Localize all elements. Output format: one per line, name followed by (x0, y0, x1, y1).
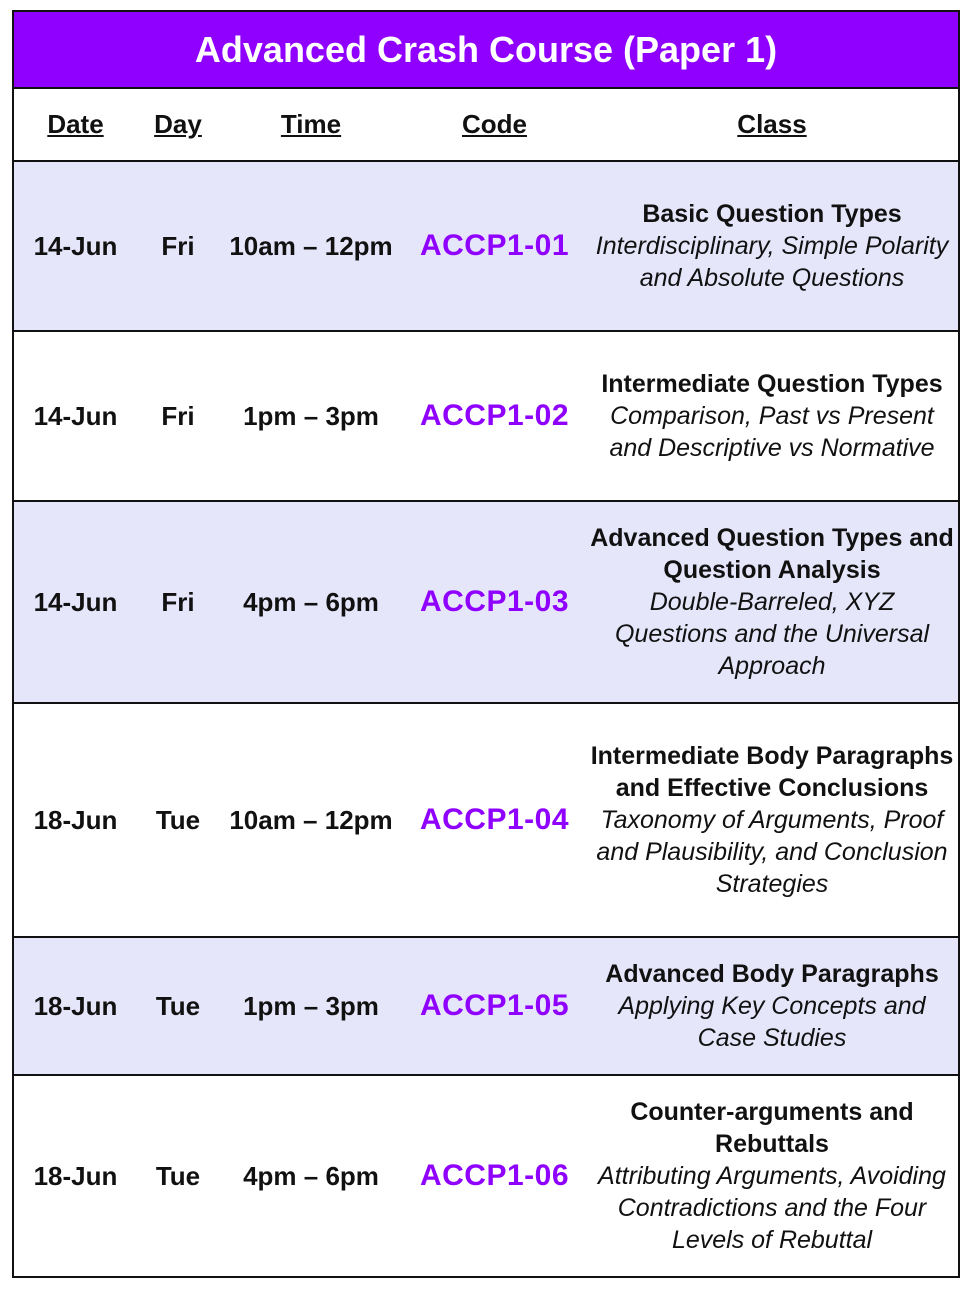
time-cell: 4pm – 6pm (243, 586, 379, 617)
code-cell: ACCP1-03 (419, 585, 570, 618)
table-row (14, 162, 958, 332)
date-cell: 14-Jun (33, 400, 118, 431)
time-cell: 1pm – 3pm (243, 990, 379, 1021)
class-title: Intermediate Body Paragraphs and Effective Conclusions (590, 742, 954, 802)
date-cell: 14-Jun (33, 586, 118, 617)
class-title: Advanced Question Types and Question Analysis (590, 524, 954, 584)
class-title: Advanced Body Paragraphs (605, 960, 939, 988)
day-cell: Fri (161, 400, 195, 431)
day-cell: Tue (155, 804, 201, 835)
table-title: Advanced Crash Course (Paper 1) (14, 12, 958, 89)
code-cell: ACCP1-01 (419, 229, 570, 262)
table-row (14, 502, 958, 704)
class-description: Interdisciplinary, Simple Polarity and Absolute Questions (595, 232, 949, 292)
table-row (14, 332, 958, 502)
day-cell: Tue (155, 990, 201, 1021)
time-cell: 1pm – 3pm (243, 400, 379, 431)
header-time: Time (280, 109, 342, 139)
class-cell (586, 938, 958, 1074)
code-cell: ACCP1-02 (419, 399, 570, 432)
schedule-table (12, 10, 960, 1278)
table-row (14, 704, 958, 938)
day-cell: Fri (161, 586, 195, 617)
class-description: Taxonomy of Arguments, Proof and Plausibility, and Conclusion Strategies (596, 806, 948, 898)
class-cell (586, 502, 958, 702)
class-title: Counter-arguments and Rebuttals (630, 1098, 914, 1158)
class-description: Attributing Arguments, Avoiding Contradictions and the Four Levels of Rebuttal (598, 1162, 946, 1254)
time-cell: 10am – 12pm (229, 804, 393, 835)
header-row (14, 89, 958, 162)
class-description: Double-Barreled, XYZ Questions and the Universal Approach (614, 588, 930, 680)
header-code: Code (462, 109, 527, 139)
date-cell: 14-Jun (33, 230, 118, 261)
table-row (14, 1076, 958, 1276)
time-cell: 4pm – 6pm (243, 1160, 379, 1191)
class-description: Applying Key Concepts and Case Studies (618, 992, 926, 1052)
day-cell: Tue (155, 1160, 201, 1191)
header-date: Date (47, 109, 104, 139)
class-cell (586, 162, 958, 330)
date-cell: 18-Jun (33, 1160, 118, 1191)
class-title: Intermediate Question Types (601, 370, 943, 398)
code-cell: ACCP1-05 (419, 989, 570, 1022)
code-cell: ACCP1-06 (419, 1159, 570, 1192)
code-cell: ACCP1-04 (419, 803, 570, 836)
date-cell: 18-Jun (33, 804, 118, 835)
day-cell: Fri (161, 230, 195, 261)
table-row (14, 938, 958, 1076)
class-cell (586, 704, 958, 936)
date-cell: 18-Jun (33, 990, 118, 1021)
class-title: Basic Question Types (642, 200, 902, 228)
header-day: Day (154, 109, 202, 139)
class-description: Comparison, Past vs Present and Descriptive vs Normative (609, 402, 935, 462)
class-cell (586, 1076, 958, 1276)
time-cell: 10am – 12pm (229, 230, 393, 261)
class-cell (586, 332, 958, 500)
header-class: Class (737, 109, 807, 139)
